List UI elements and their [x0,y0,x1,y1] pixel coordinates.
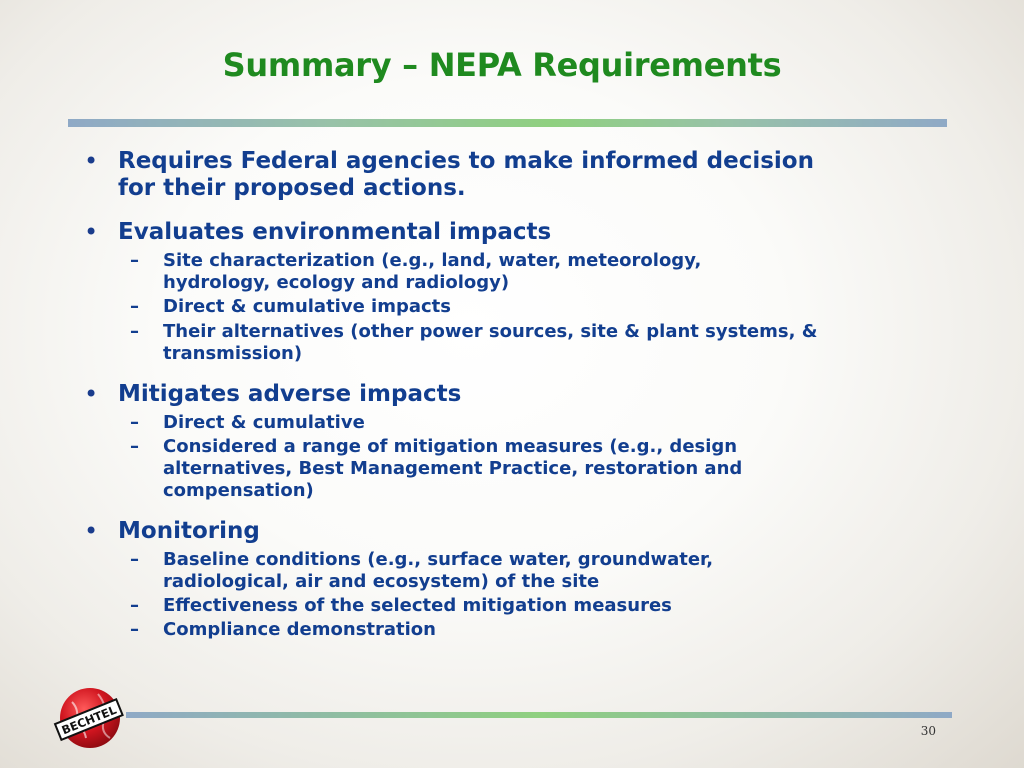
sub-text [163,436,953,502]
sub-line: Considered a range of mitigation measures (e.g., design [163,436,738,457]
sub-line: Effectiveness of the selected mitigation measures [163,595,672,616]
sub-line: Compliance demonstration [163,619,436,640]
sub-line: Site characterization (e.g., land, water, meteorology, [163,250,702,271]
sub-line: radiological, air and ecosystem) of the site [163,571,600,592]
bullet-marker: • [84,147,99,175]
sub-line: hydrology, ecology and radiology) [163,272,510,293]
sub-line: Baseline conditions (e.g., surface water, groundwater, [163,549,714,570]
sub-line: Direct & cumulative impacts [163,296,451,317]
logo-text: BECHTEL [59,702,119,738]
sub-text [163,595,953,617]
sub-text [163,412,953,434]
bullet-text [118,148,938,202]
bullet-marker: • [84,380,99,408]
sub-line: compensation) [163,480,314,501]
bullet-text [118,381,938,408]
sub-text [163,619,953,641]
bullet-line: Monitoring [118,518,260,544]
sub-marker: – [130,250,139,271]
bullet-text [118,518,938,545]
bullet-line: for their proposed actions. [118,175,466,201]
bullet-line: Evaluates environmental impacts [118,219,552,245]
sub-text [163,549,953,593]
sub-marker: – [130,296,139,317]
bullet-line: Mitigates adverse impacts [118,381,462,407]
sub-line: Their alternatives (other power sources, site & plant systems, & [163,321,818,342]
sub-marker: – [130,595,139,616]
bullet-text [118,219,938,246]
sub-marker: – [130,549,139,570]
sub-line: Direct & cumulative [163,412,365,433]
sub-marker: – [130,619,139,640]
page-number: 30 [920,724,936,738]
sub-line: alternatives, Best Management Practice, restoration and [163,458,743,479]
bullet-marker: • [84,218,99,246]
sub-marker: – [130,412,139,433]
sub-marker: – [130,436,139,457]
slide-title: Summary – NEPA Requirements [222,46,782,84]
bullet-line: Requires Federal agencies to make informed decision [118,148,814,174]
sub-line: transmission) [163,343,303,364]
sub-text [163,296,953,318]
footer-divider [126,712,952,718]
sub-text [163,250,953,294]
bechtel-logo [50,680,128,758]
bullet-marker: • [84,517,99,545]
sub-text [163,321,953,365]
sub-marker: – [130,321,139,342]
